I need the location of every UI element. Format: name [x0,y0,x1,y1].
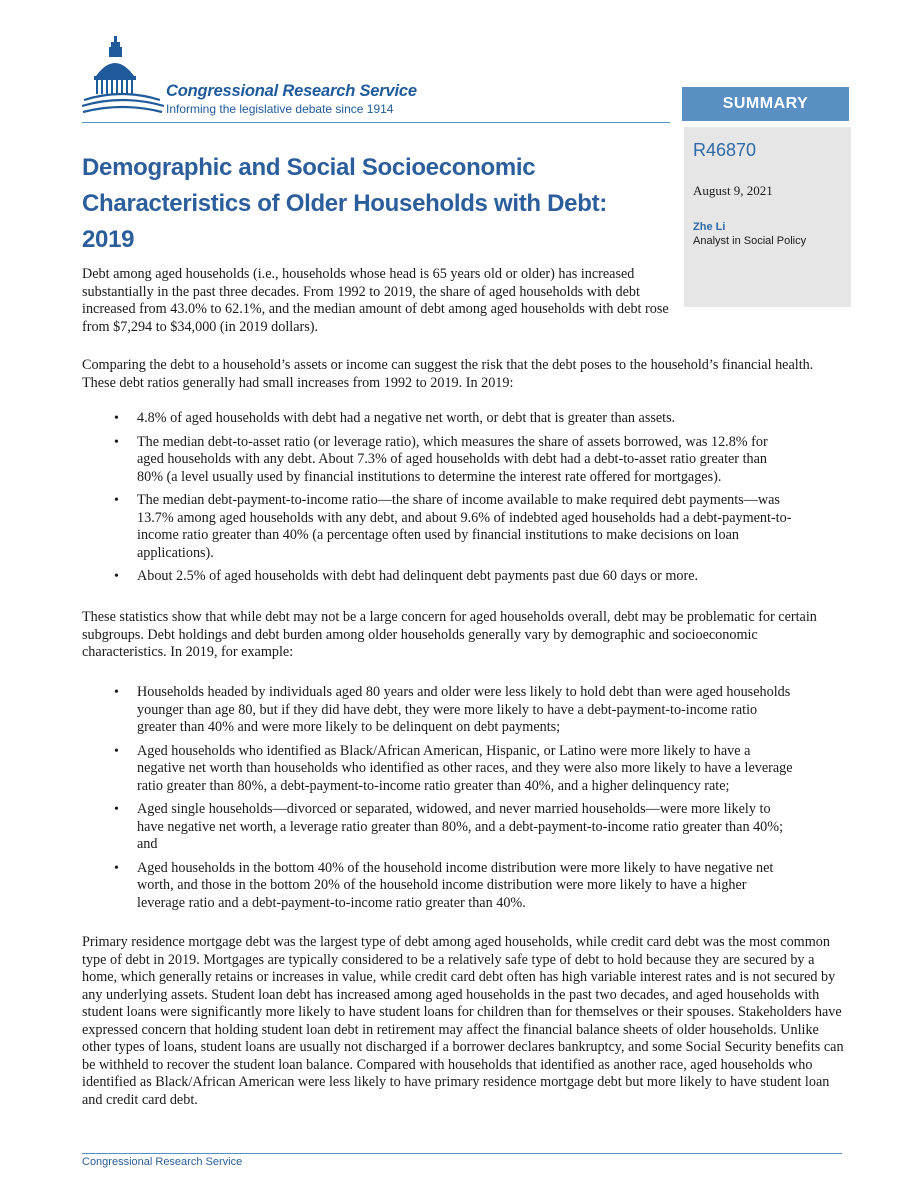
intro-paragraph: Debt among aged households (i.e., households whose head is 65 years old or older) has increased substantially in the past three decades. From 1992 to 2019, the share of aged households with debt increased from 43.0% to 62.1%, and the median amount of debt among aged households with debt rose from $7,294 to $34,000 (in 2019 dollars). [82,266,669,335]
org-name: Congressional Research Service [166,82,417,100]
list-item: • Households headed by individuals aged 80 years and older were less likely to hold debt than were aged households younger than age 80, but if they did have debt, they were more likely to have a debt-payment-to-income ratio greater than 40% and were more likely to be delinquent on debt payments; [82,684,794,737]
title-line-2: Characteristics of Older Households with Debt: [82,190,607,217]
list-item: • About 2.5% of aged households with debt had delinquent debt payments past due 60 days or more. [82,568,794,586]
list-item: • The median debt-payment-to-income ratio—the share of income available to make required debt payments—was 13.7% among aged households with any debt, and about 9.6% of indebted aged households had a debt-payment-to-income ratio greater than 40% (a percentage often used by financial institutions to make decisions on loan applications). [82,492,794,562]
author-name[interactable]: Zhe Li [693,221,726,233]
subgroup-bullet-list [82,684,794,918]
footer-divider [82,1153,842,1154]
ratio-bullet-list [82,410,794,592]
header-divider [82,122,670,123]
subgroups-intro-paragraph: These statistics show that while debt may not be a large concern for aged households overall, debt may be problematic for certain subgroups. Debt holdings and debt burden among older households generally vary by demographic and socioeconomic characteristics. In 2019, for example: [82,609,817,660]
list-item: • Aged households in the bottom 40% of the household income distribution were more likely to have negative net worth, and those in the bottom 20% of the household income distribution were more likely to have a higher leverage ratio and a debt-payment-to-income ratio greater than 40%. [82,860,794,913]
closing-paragraph: Primary residence mortgage debt was the largest type of debt among aged households, while credit card debt was the most common type of debt in 2019. Mortgages are typically considered to be a relatively safe type of debt to hold because they are secured by a home, which generally retains or increases in value, while credit card debt often has high variable interest rates and is not secured by any underlying assets. Student loan debt has increased among aged households in the past two decades, and aged households with student loans were significantly more likely to have student loans for children than for themselves or their spouses. Stakeholders have expressed concern that holding student loan debt in retirement may affect the financial balance sheets of older households. Unlike other types of loans, student loans are usually not discharged if a borrower declares bankruptcy, and some Social Security benefits can be withheld to recover the student loan balance. Compared with households that identified as another race, aged households who identified as Black/African American were less likely to have primary residence mortgage debt but more likely to have student loan and credit card debt. [82,934,844,1108]
summary-banner: SUMMARY [682,87,849,121]
page-title [82,150,682,258]
org-tagline: Informing the legislative debate since 1914 [166,102,394,116]
list-item: • Aged households who identified as Black/African American, Hispanic, or Latino were more likely to have a negative net worth than households who identified as other races, and they were also more likely to have a leverage ratio greater than 80%, a debt-payment-to-income ratio greater than 40%, and a higher delinquency rate; [82,743,794,796]
list-item: • The median debt-to-asset ratio (or leverage ratio), which measures the share of assets borrowed, was 12.8% for aged households with any debt. About 7.3% of aged households with debt had a debt-to-asset ratio greater than 80% (a level usually used by financial institutions to determine the interest rate offered for mortgages). [82,434,794,487]
report-number: R46870 [693,140,757,160]
ratios-intro-paragraph: Comparing the debt to a household’s assets or income can suggest the risk that the debt poses to the household’s financial health. These debt ratios generally had small increases from 1992 to 2019. In 2019: [82,357,814,391]
footer-org-name: Congressional Research Service [82,1156,243,1168]
list-item: • 4.8% of aged households with debt had a negative net worth, or debt that is greater than assets. [82,410,794,428]
title-line-1: Demographic and Social Socioeconomic [82,154,536,181]
list-item: • Aged single households—divorced or separated, widowed, and never married households—were more likely to have negative net worth, a leverage ratio greater than 80%, and a debt-payment-to-income ratio greater than 40%; and [82,801,794,854]
title-line-3: 2019 [82,226,135,253]
author-title: Analyst in Social Policy [693,235,807,247]
report-date: August 9, 2021 [693,183,773,198]
